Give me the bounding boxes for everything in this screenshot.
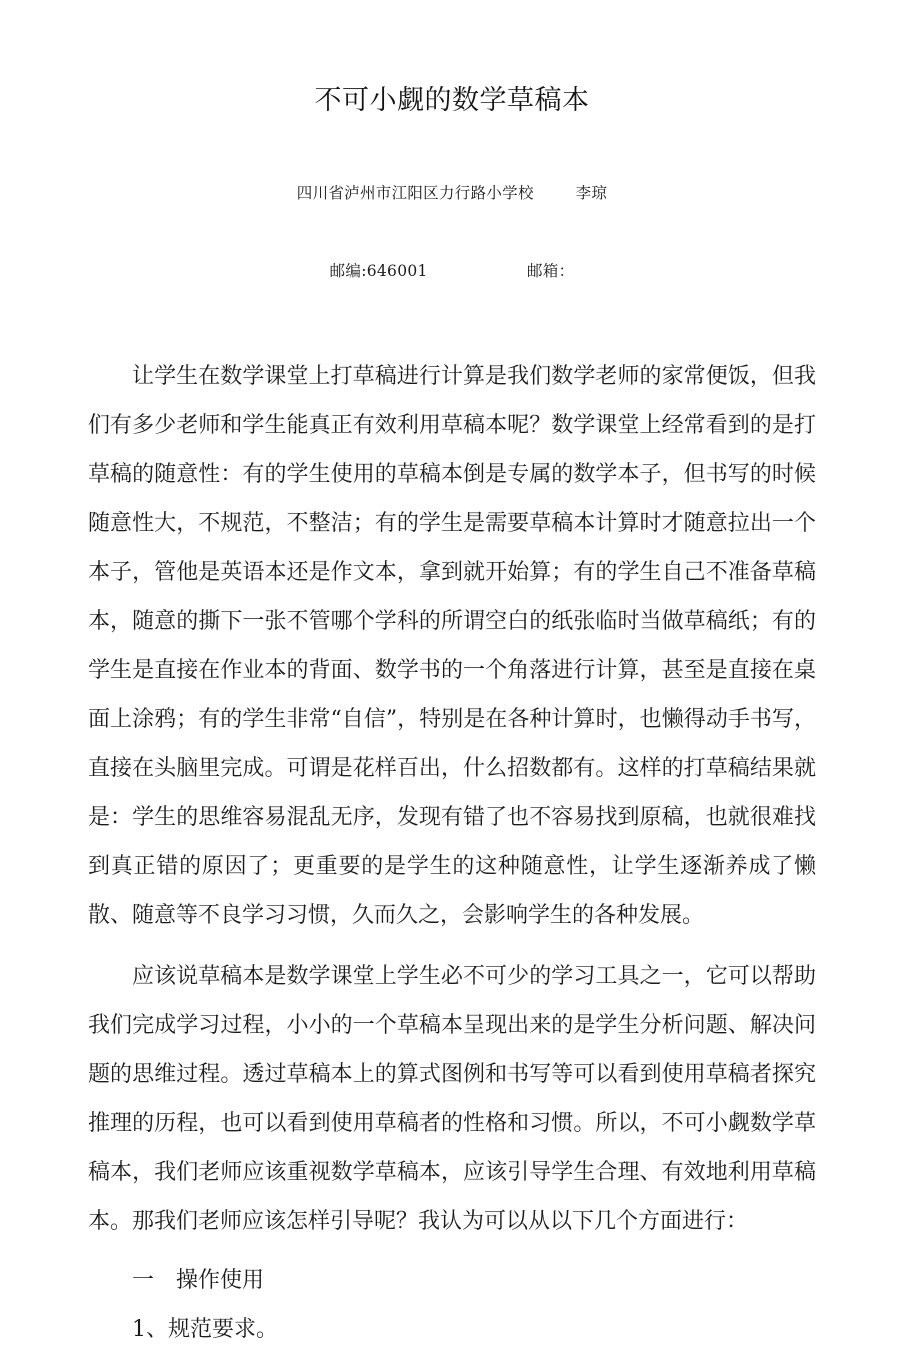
body-paragraph: 应该说草稿本是数学课堂上学生必不可少的学习工具之一，它可以帮助我们完成学习过程，小小的一个草稿本呈现出来的是学生分析问题、解决问题的思维过程。透过草稿本上的算式图例和书写等可以看到使用草稿者探究推理的历程，也可以看到使用草稿者的性格和习惯。所以，不可小觑数学草稿本，我们老师应该重视数学草稿本，应该引导学生合理、有效地利用草稿本。那我们老师应该怎样引导呢？我认为可以从以下几个方面进行： [88,964,816,1234]
document-body [88,352,816,1354]
byline-affiliation: 四川省泸州市江阳区力行路小学校 李琼 [296,184,608,202]
byline-contact: 邮编:646001 邮箱： [329,262,575,280]
document-content-column [88,0,816,1354]
page-title: 不可小觑的数学草稿本 [314,85,590,116]
body-paragraph: 让学生在数学课堂上打草稿进行计算是我们数学老师的家常便饭，但我们有多少老师和学生能真正有效利用草稿本呢？数学课堂上经常看到的是打草稿的随意性：有的学生使用的草稿本倒是专属的数学本子，但书写的时候随意性大，不规范，不整洁；有的学生是需要草稿本计算时才随意拉出一个本子，管他是英语本还是作文本，拿到就开始算；有的学生自己不准备草稿本，随意的撕下一张不管哪个学科的所谓空白的纸张临时当做草稿纸；有的学生是直接在作业本的背面、数学书的一个角落进行计算，甚至是直接在桌面上涂鸦；有的学生非常“自信”，特别是在各种计算时，也懒得动手书写，直接在头脑里完成。可谓是花样百出，什么招数都有。这样的打草稿结果就是：学生的思维容易混乱无序，发现有错了也不容易找到原稿，也就很难找到真正错的原因了；更重要的是学生的这种随意性，让学生逐渐养成了懒散、随意等不良学习习惯，久而久之，会影响学生的各种发展。 [88,364,816,928]
byline [88,118,816,336]
outline-item: 1、规范要求。 [132,1317,278,1342]
outline-heading: 一 操作使用 [132,1268,265,1293]
